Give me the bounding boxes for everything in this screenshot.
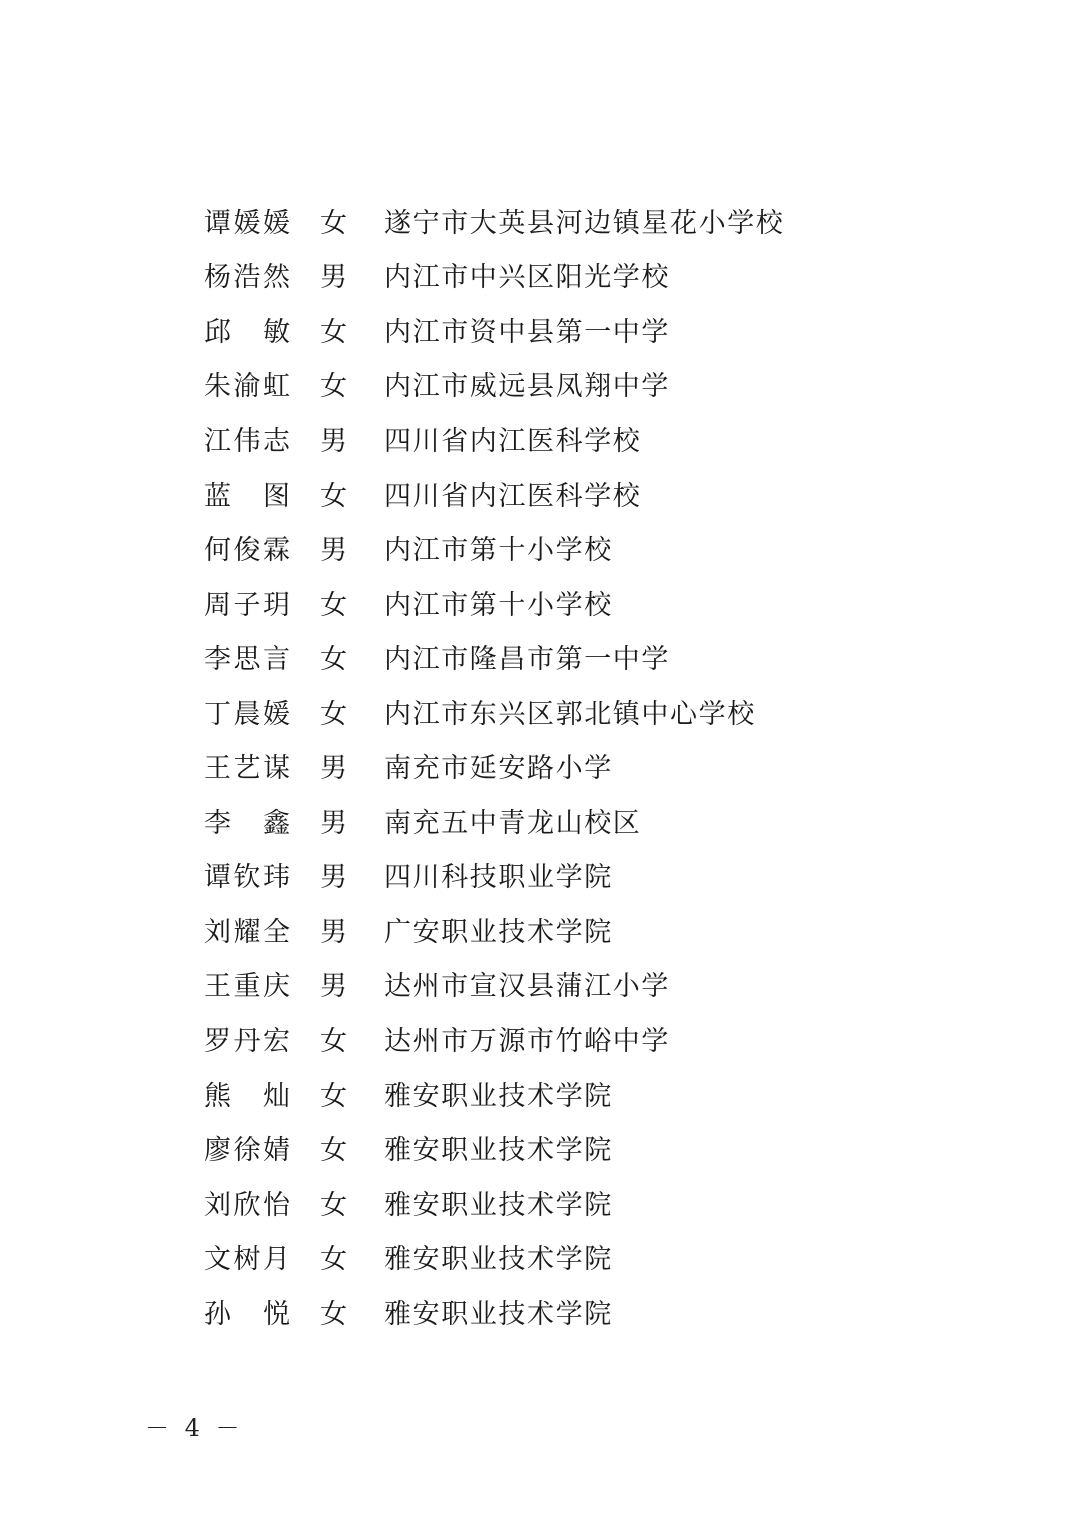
- person-organization: 雅安职业技术学院: [384, 1080, 613, 1112]
- person-name: 谭 媛 媛: [204, 207, 290, 239]
- roster-row: [204, 741, 1024, 796]
- person-organization: 雅安职业技术学院: [384, 1135, 613, 1167]
- roster-row: [204, 196, 1024, 251]
- person-name: 谭 钦 玮: [204, 862, 290, 894]
- person-gender: 男: [320, 535, 347, 567]
- person-gender: 男: [320, 862, 347, 894]
- roster-row: [204, 1069, 1024, 1124]
- person-organization: 达州市万源市竹峪中学: [384, 1025, 670, 1057]
- roster-row: [204, 469, 1024, 524]
- person-gender: 女: [320, 207, 347, 239]
- person-name: 蓝 图: [204, 480, 290, 512]
- person-gender: 女: [320, 1025, 347, 1057]
- roster-row: [204, 1287, 1024, 1342]
- roster-row: [204, 851, 1024, 906]
- person-name: 罗 丹 宏: [204, 1025, 290, 1057]
- person-name: 周 子 玥: [204, 589, 290, 621]
- person-organization: 雅安职业技术学院: [384, 1244, 613, 1276]
- person-name: 何 俊 霖: [204, 535, 290, 567]
- person-gender: 女: [320, 480, 347, 512]
- person-gender: 男: [320, 971, 347, 1003]
- person-name: 李 思 言: [204, 644, 290, 676]
- person-gender: 男: [320, 916, 347, 948]
- person-gender: 男: [320, 262, 347, 294]
- person-name: 王 艺 谋: [204, 753, 290, 785]
- person-organization: 遂宁市大英县河边镇星花小学校: [384, 207, 785, 239]
- person-gender: 女: [320, 589, 347, 621]
- person-gender: 女: [320, 1080, 347, 1112]
- person-name: 邱 敏: [204, 316, 290, 348]
- person-gender: 女: [320, 316, 347, 348]
- person-organization: 雅安职业技术学院: [384, 1298, 613, 1330]
- person-name: 廖 徐 婧: [204, 1135, 290, 1167]
- person-gender: 男: [320, 807, 347, 839]
- person-organization: 内江市中兴区阳光学校: [384, 262, 670, 294]
- person-gender: 女: [320, 1135, 347, 1167]
- roster-list: [204, 196, 1024, 1341]
- person-name: 江 伟 志: [204, 425, 290, 457]
- person-gender: 女: [320, 644, 347, 676]
- roster-row: [204, 1014, 1024, 1069]
- page-number: － 4 －: [145, 1414, 244, 1442]
- person-gender: 女: [320, 1298, 347, 1330]
- roster-row: [204, 905, 1024, 960]
- person-name: 杨 浩 然: [204, 262, 290, 294]
- person-organization: 四川省内江医科学校: [384, 480, 642, 512]
- person-name: 熊 灿: [204, 1080, 290, 1112]
- roster-row: [204, 687, 1024, 742]
- person-organization: 内江市资中县第一中学: [384, 316, 670, 348]
- person-organization: 达州市宣汉县蒲江小学: [384, 971, 670, 1003]
- person-gender: 男: [320, 753, 347, 785]
- person-organization: 内江市东兴区郭北镇中心学校: [384, 698, 756, 730]
- person-organization: 广安职业技术学院: [384, 916, 613, 948]
- roster-row: [204, 251, 1024, 306]
- person-organization: 内江市威远县凤翔中学: [384, 371, 670, 403]
- person-name: 刘 欣 怡: [204, 1189, 290, 1221]
- roster-row: [204, 960, 1024, 1015]
- person-organization: 南充五中青龙山校区: [384, 807, 642, 839]
- person-name: 朱 渝 虹: [204, 371, 290, 403]
- person-name: 王 重 庆: [204, 971, 290, 1003]
- person-organization: 四川省内江医科学校: [384, 425, 642, 457]
- roster-row: [204, 523, 1024, 578]
- person-gender: 女: [320, 371, 347, 403]
- person-organization: 内江市第十小学校: [384, 535, 613, 567]
- person-name: 李 鑫: [204, 807, 290, 839]
- roster-row: [204, 796, 1024, 851]
- roster-row: [204, 305, 1024, 360]
- person-organization: 雅安职业技术学院: [384, 1189, 613, 1221]
- person-gender: 男: [320, 425, 347, 457]
- person-gender: 女: [320, 698, 347, 730]
- person-name: 刘 耀 全: [204, 916, 290, 948]
- person-name: 文 树 月: [204, 1244, 290, 1276]
- roster-row: [204, 578, 1024, 633]
- person-organization: 内江市第十小学校: [384, 589, 613, 621]
- person-organization: 南充市延安路小学: [384, 753, 613, 785]
- person-gender: 女: [320, 1189, 347, 1221]
- roster-row: [204, 1178, 1024, 1233]
- roster-row: [204, 1123, 1024, 1178]
- roster-row: [204, 360, 1024, 415]
- roster-row: [204, 414, 1024, 469]
- person-organization: 内江市隆昌市第一中学: [384, 644, 670, 676]
- person-name: 丁 晨 媛: [204, 698, 290, 730]
- roster-row: [204, 1232, 1024, 1287]
- person-name: 孙 悦: [204, 1298, 290, 1330]
- person-gender: 女: [320, 1244, 347, 1276]
- roster-row: [204, 632, 1024, 687]
- person-organization: 四川科技职业学院: [384, 862, 613, 894]
